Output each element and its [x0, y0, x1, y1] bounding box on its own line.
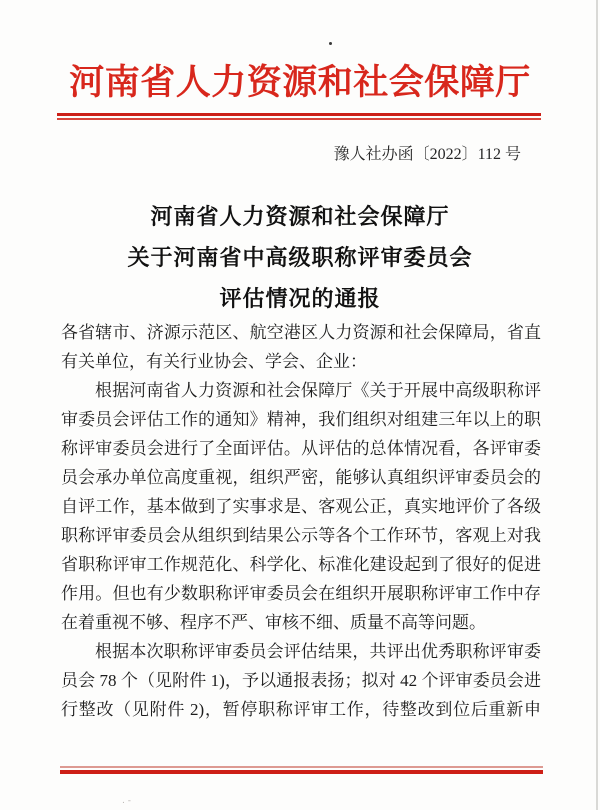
footer-divider	[60, 766, 543, 774]
document-title-line-2: 关于河南省中高级职称评审委员会	[127, 245, 473, 270]
document-title	[0, 196, 600, 319]
body-line: 审委员会评估工作的通知》精神，我们组织对组建三年以上的职	[61, 410, 541, 429]
letterhead-divider-thin-line	[57, 118, 541, 120]
document-body	[61, 318, 541, 724]
body-line: 根据河南省人力资源和社会保障厅《关于开展中高级职称评	[95, 381, 541, 400]
document-number: 豫人社办函〔2022〕112 号	[333, 146, 521, 163]
footer-divider-thick-line	[60, 770, 543, 774]
body-line: 员会承办单位高度重视，组织严密，能够认真组织评审委员会的	[61, 468, 541, 487]
body-line: 作用。但也有少数职称评审委员会在组织开展职称评审工作中存	[61, 584, 541, 603]
body-line: 根据本次职称评审委员会评估结果，共评出优秀职称评审委	[95, 642, 541, 661]
document-title-line-3: 评估情况的通报	[219, 286, 381, 311]
letterhead-divider	[57, 113, 541, 120]
body-line: 有关单位，有关行业协会、学会、企业：	[61, 352, 367, 371]
scan-artifact-pencil-mark: . -	[122, 796, 131, 806]
body-line: 行整改（见附件 2)，暂停职称评审工作，待整改到位后重新申	[61, 700, 541, 719]
body-line: 职称评审委员会从组织到结果公示等各个工作环节，客观上对我	[61, 526, 541, 545]
document-title-line-1: 河南省人力资源和社会保障厅	[150, 204, 450, 229]
body-line: 省职称评审工作规范化、科学化、标准化建设起到了很好的促进	[61, 555, 541, 574]
body-line: 自评工作，基本做到了实事求是、客观公正，真实地评价了各级	[61, 497, 541, 516]
body-line: 称评审委员会进行了全面评估。从评估的总体情况看，各评审委	[61, 439, 541, 458]
body-line: 员会 78 个（见附件 1)，予以通报表扬；拟对 42 个评审委员会进	[61, 671, 541, 690]
letterhead-org-title: 河南省人力资源和社会保障厅	[69, 63, 531, 102]
scan-page-edge	[596, 0, 598, 810]
body-line: 各省辖市、济源示范区、航空港区人力资源和社会保障局，省直	[61, 323, 541, 342]
body-line: 在着重视不够、程序不严、审核不细、质量不高等问题。	[61, 613, 486, 632]
scan-artifact-dot	[329, 42, 332, 45]
